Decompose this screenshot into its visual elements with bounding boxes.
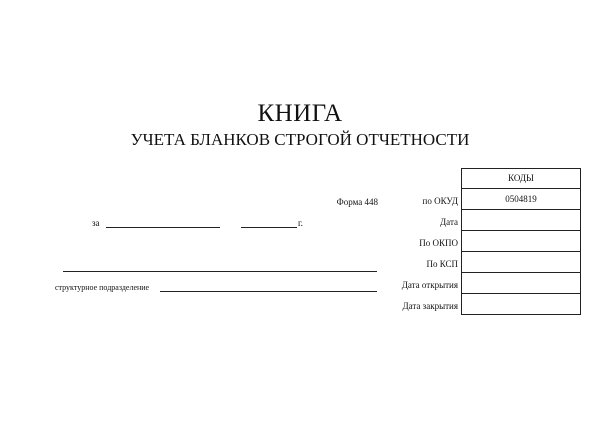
organization-blank[interactable]	[63, 261, 377, 272]
opening-date-value-cell[interactable]	[462, 272, 580, 293]
document-subtitle: УЧЕТА БЛАНКОВ СТРОГОЙ ОТЧЕТНОСТИ	[130, 130, 470, 149]
okud-value-cell[interactable]: 0504819	[462, 188, 580, 209]
subdivision-blank[interactable]	[160, 282, 377, 292]
closing-date-label: Дата закрытия	[402, 301, 458, 311]
period-blank[interactable]	[106, 217, 220, 228]
ksp-value-cell[interactable]	[462, 251, 580, 272]
document-title: КНИГА	[257, 100, 343, 127]
date-value-cell[interactable]	[462, 209, 580, 230]
date-label: Дата	[440, 217, 458, 227]
codes-header: КОДЫ	[508, 173, 534, 183]
form-number-label: Форма 448	[336, 197, 378, 207]
year-blank[interactable]	[241, 217, 297, 228]
closing-date-value-cell[interactable]	[462, 293, 580, 314]
period-label: за	[92, 218, 100, 228]
year-suffix: г.	[298, 218, 303, 228]
codes-table	[461, 168, 581, 315]
ksp-label: По КСП	[426, 259, 458, 269]
okpo-label: По ОКПО	[419, 238, 458, 248]
opening-date-label: Дата открытия	[401, 280, 458, 290]
subdivision-label: структурное подразделение	[55, 283, 150, 292]
okud-label: по ОКУД	[422, 196, 458, 206]
okpo-value-cell[interactable]	[462, 230, 580, 251]
